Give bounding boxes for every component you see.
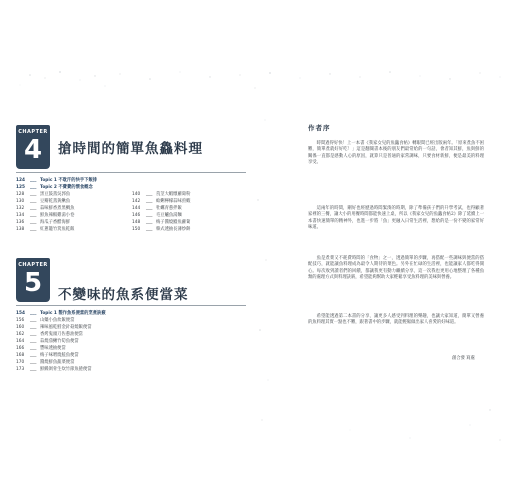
toc-row: 150 ___ 韓式透抽長薄炒餅 (132, 227, 191, 232)
preface-signature: 創合發 寫處 (452, 356, 475, 361)
toc-row: 130 ___ 豆瓣乾蒸黃鰍魚 (16, 199, 71, 204)
toc-row: 146 ___ 毛豆鱸魚湯麵 (132, 213, 182, 218)
toc-row: 136 ___ 海瓜子香醋海鮮 (16, 220, 71, 225)
toc-row: 134 ___ 鮮魚辣椒雞湯小卷 (16, 213, 75, 218)
toc-row: 125 ___ Topic 2 不費費的懷食概念 (16, 185, 93, 190)
preface-paragraph: 這兩年的時間，剛好也經歷過時間緊湊的時期，除了準備孩子們的升學考試，也得顧著家裡的三餐，讓大小的用餐時間都能快速上桌，所以《我家女兒的魚鱻食帖2》除了延續上一本書快速簡單的精神外，也進一步將「魚」更融入日常生活裡，想給的是一份不變的家常好味道。 (308, 206, 484, 230)
chapter-5-badge (16, 258, 50, 302)
chapter-4-toc-right (132, 191, 190, 233)
right-page (262, 0, 520, 500)
toc-row: 170 ___ 醬燒鮮魚蔬菜便當 (16, 360, 75, 365)
preface-paragraph: 魚是煮菜又不耗費時間的「食物」之一，透過簡單的步驟，再搭配一些調味與便當的搭配技巧，就能讓魚料理成為最令人期待的菜色。另外在忙碌的生活裡，也能讓家人都吃得開心。每次收到讀者們的回饋，都讓我更有動力繼續分享，這一次我也更用心地整理了各種魚類的處理方式與料理訣竅，希望能夠幫助大家輕鬆享受魚料理的美味與營養。 (308, 256, 484, 280)
toc-row: 138 ___ 紅蔥籠竹箕魚乾飯 (16, 227, 75, 232)
toc-row: 156 ___ 山藥小魚炊飯便當 (16, 318, 75, 323)
toc-row: 140 ___ 莨莖大蝦燉蘿蔔粉 (132, 192, 191, 197)
chapter-label: CHAPTER (18, 262, 48, 268)
toc-row: 162 ___ 香烤鬼頭刀佐蔥油便當 (16, 332, 83, 337)
toc-row: 132 ___ 蒜味鮮香煮黑鯛魚 (16, 206, 75, 211)
toc-row: 142 ___ 蛤蜊檸檬蒜味煎蝦 (132, 199, 191, 204)
preface-title: 作者序 (308, 124, 331, 132)
chapter-number: 5 (23, 268, 43, 298)
preface-paragraph: 時間過得好快！上一本書《我家女兒的魚鱻食帖》轉眼間已經出版兩年。「原來煮魚不困難，簡單煮就好好吃！」這是翻閱書本後的朋友們最常給的一句話，會者知其鮮，魚與鮮的關係一直都是感動人心的原因，就算只是普通的家常調味，只要食材新鮮，便是最美的料理享受。 (308, 141, 484, 165)
chapter-label: CHAPTER (18, 129, 48, 135)
chapter-4-badge (16, 125, 50, 169)
toc-row: 154 ___ Topic 1 製作魚系便當的烹煮訣竅 (16, 311, 106, 316)
toc-row: 124 ___ Topic 1 不耽汗的快手下飯排 (16, 178, 98, 183)
chapter-5-title: 不變味的魚系便當菜 (58, 287, 189, 303)
toc-row: 148 ___ 梅子醬燒鰭魚蘿蔔 (132, 220, 191, 225)
toc-row: 144 ___ 牡蠣青蔥拌飯 (132, 206, 182, 211)
chapter-4-toc-left (16, 177, 97, 233)
toc-row: 160 ___ 辣味風乾鱈金針菇燒飯便當 (16, 325, 92, 330)
chapter-5-toc (16, 310, 106, 373)
chapter-4-title: 搶時間的簡單魚鱻料理 (58, 141, 203, 157)
chapter-number: 4 (23, 135, 43, 165)
toc-row: 128 ___ 黑豆鼓蒸吳郭魚 (16, 192, 71, 197)
toc-row: 164 ___ 蒜燒茄鰍竹筍魚便當 (16, 339, 79, 344)
toc-row: 166 ___ 豐味透抽便當 (16, 346, 66, 351)
preface-paragraph: 希望能透過第二本書的分享，讓更多人感受到料理的樂趣，也讓大家知道，簡單又營養的魚料理其實一點也不難，跟著書中的步驟，就能輕鬆做出家人喜愛的好味道。 (308, 314, 484, 326)
toc-row: 168 ___ 梅子味噌燒鮭魚便當 (16, 353, 79, 358)
chapter-5-rule (16, 305, 246, 306)
toc-row: 173 ___ 鮮鰻剝骨生炊竹節魚捲便當 (16, 367, 92, 372)
chapter-4-rule (16, 172, 246, 173)
